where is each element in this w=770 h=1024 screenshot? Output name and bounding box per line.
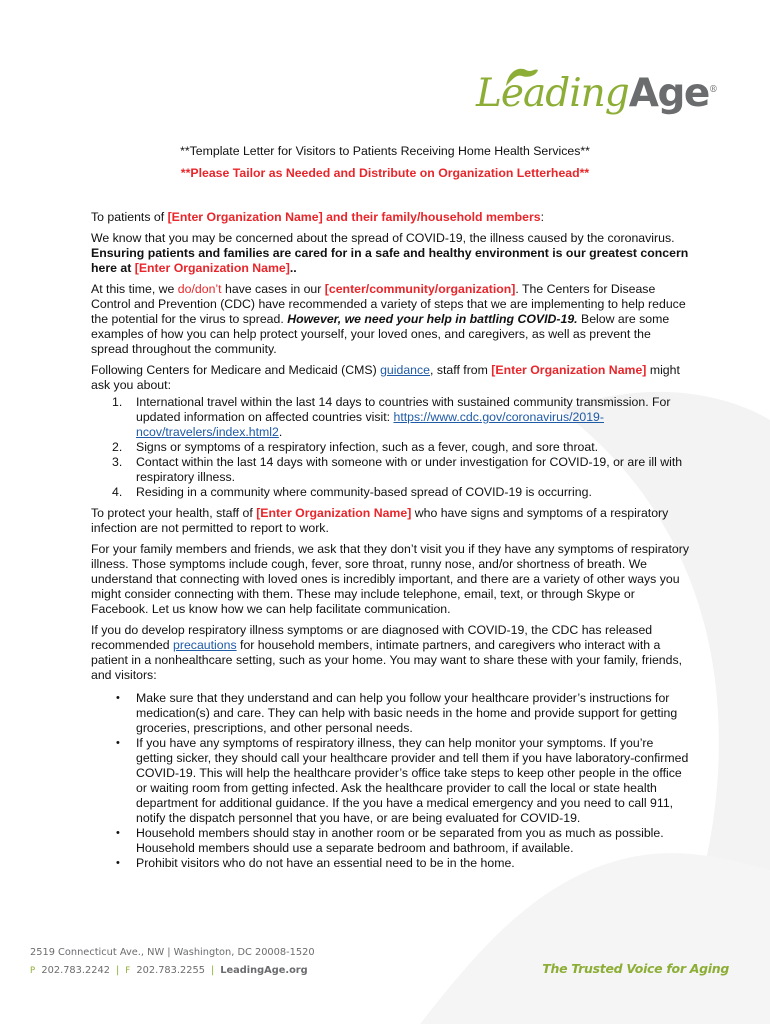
do-dont-placeholder: do/don’t (177, 282, 222, 296)
list-item: • If you have any symptoms of respiratory illness, they can help monitor your symptoms. If you’re getting sicker, they should call your healthcare provider and tell them if you have laboratory-confirmed COVID-19. This will help the healthcare provider’s office take steps to keep other people in the office or waiting room from getting infected. Ask the healthcare provider to call the local or state health department for additional guidance. If the you have a medical emergency and you need to call 911, notify the dispatch personnel that you have, or are being evaluated for COVID-19. (116, 736, 689, 825)
list-item: • Household members should stay in another room or be separated from you as much as possible. Household members should use a separate bedroom and bathroom, if available. (116, 826, 664, 855)
footer-address: 2519 Connecticut Ave., NW | Washington, DC 20008-1520 (30, 947, 315, 958)
precautions-list (91, 691, 691, 871)
list-item: 3. Contact within the last 14 days with someone with or under investigation for COVID-19, or are ill with respiratory illness. (112, 455, 683, 484)
list-item: 2. Signs or symptoms of a respiratory infection, such as a fever, cough, and sore throat. (112, 440, 599, 454)
org-placeholder: [Enter Organization Name] and their family/household members (167, 210, 541, 224)
bullet-icon: • (116, 827, 120, 839)
paragraph-precautions: If you do develop respiratory illness symptoms or are diagnosed with COVID-19, the CDC has released recommended precautions for household members, intimate partners, and caregivers who interact with a patient in a nonhealthcare setting, such as your home. You may want to share these with your family, friends, and visitors: (91, 623, 683, 682)
paragraph-cms: Following Centers for Medicare and Medicaid (CMS) guidance, staff from [Enter Organization Name] might ask you about: (91, 363, 680, 392)
list-item: 4. Residing in a community where community-based spread of COVID-19 is occurring. (112, 485, 592, 499)
website-link[interactable]: LeadingAge.org (220, 965, 308, 976)
leadingage-logo (476, 62, 716, 138)
fax-number: 202.783.2255 (136, 965, 205, 976)
list-item: 1. International travel within the last 14 days to countries with sustained community transmission. For updated information on affected countries visit: https://www.cdc.gov/coronavirus/2019-ncov/travelers/index.html2. (112, 395, 671, 439)
screening-questions-list (91, 395, 691, 500)
org-placeholder: [Enter Organization Name] (134, 261, 290, 275)
precautions-link[interactable]: precautions (173, 638, 237, 652)
org-placeholder: [Enter Organization Name] (491, 363, 647, 377)
letter-instruction: **Please Tailor as Needed and Distribute on Organization Letterhead** (180, 166, 590, 180)
list-item: • Make sure that they understand and can help you follow your healthcare provider’s instructions for medication(s) and care. They can help with basic needs in the home and provide support for getting groceries, prescriptions, and other personal needs. (116, 691, 678, 735)
salutation: To patients of [Enter Organization Name] and their family/household members: (91, 210, 545, 224)
letter-title: **Template Letter for Visitors to Patients Receiving Home Health Services** (180, 144, 590, 158)
paragraph-cases: At this time, we do/don’t have cases in our [center/community/organization]. The Centers for Disease Control and Prevention (CDC) have recommended a variety of steps that we are implementing to help reduce the potential for the virus to spread. However, we need your help in battling COVID-19. Below are some examples of how you can help protect yourself, your loved ones, and caregivers, as well as prevent the spread throughout the community. (91, 282, 686, 356)
bullet-icon: • (116, 737, 120, 749)
bullet-icon: • (116, 857, 120, 869)
cdc-travel-link[interactable]: https://www.cdc.gov/coronavirus/2019-ncov/travelers/index.html2 (136, 410, 604, 439)
letter-body (91, 210, 691, 871)
bullet-icon: • (116, 692, 120, 704)
logo-wordmark: LeadingAge® (476, 71, 717, 116)
footer-contact: P 202.783.2242 | F 202.783.2255 | LeadingAge.org (30, 965, 308, 976)
org-placeholder: [Enter Organization Name] (256, 506, 412, 520)
footer-tagline: The Trusted Voice for Aging (542, 961, 729, 976)
paragraph-family: For your family members and friends, we ask that they don’t visit you if they have any symptoms of respiratory illness. Those symptoms include cough, fever, sore throat, runny nose, and/or shortness of breath. We understand that connecting with loved ones is incredibly important, and there are a variety of other ways you might consider connecting with them. These may include telephone, email, text, or through Skype or Facebook. Let us know how we can help facilitate communication. (91, 542, 690, 616)
paragraph-concern: We know that you may be concerned about the spread of COVID-19, the illness caused by the coronavirus. Ensuring patients and families are cared for in a safe and healthy environment is our greatest concern here at [Enter Organization Name].. (91, 231, 689, 275)
paragraph-staff: To protect your health, staff of [Enter Organization Name] who have signs and symptoms of a respiratory infection are not permitted to report to work. (91, 506, 669, 535)
guidance-link[interactable]: guidance (380, 363, 431, 377)
phone-number: 202.783.2242 (41, 965, 110, 976)
list-item: • Prohibit visitors who do not have an essential need to be in the home. (116, 856, 515, 870)
center-placeholder: [center/community/organization] (324, 282, 516, 296)
